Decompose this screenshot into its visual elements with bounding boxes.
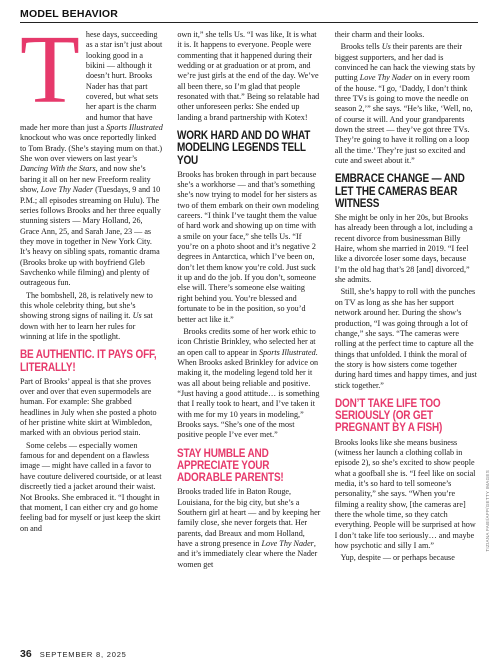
section-label: MODEL BEHAVIOR [20, 8, 119, 20]
page-footer [20, 648, 127, 660]
drop-cap: T [20, 30, 80, 124]
paragraph: Brooks looks like she means business (witness her launch a clothing collab in episode 2), so she’s excited to show people what a goofball she is. “I feel like on social media, it’s so hard to tell someone’s personality,” she says. “When you’re filming a reality show, [the cameras are] there the whole time, so they catch everything. People will be surprised at how I don’t take life too seriously… and maybe how psychotic and silly I am.” [334, 437, 476, 550]
subhead-work-hard: WORK HARD AND DO WHAT MODELING LEGENDS TELL YOU [177, 129, 311, 167]
subhead-embrace-change: EMBRACE CHANGE — AND LET THE CAMERAS BEAR WITNESS [334, 172, 465, 210]
subhead-dont-take-life: DON’T TAKE LIFE TOO SERIOUSLY (OR GET PREGNANT BY A FISH) [334, 396, 442, 435]
paragraph: Brooks traded life in Baton Rouge, Louisiana, for the big city, but she’s a Southern girl at heart — and by keeping her family close, she never forgets that. Her parents, dad Breaux and mom Holland, have a strong presence in Love Thy Nader, and it’s immediately clear where the Nader women get [177, 487, 321, 569]
paragraph: Some celebs — especially women famous for and dependent on a flawless image — might have called in a favor to have couture delivered courtside, or at least discreetly tied a jacket around their waist. Not Brooks. She embraced it. “I thought in that moment, I can either cry and go home feeling bad for myself or just keep the skirt on and [20, 440, 162, 533]
page-number: 36 [20, 648, 32, 660]
paragraph: The bombshell, 28, is relatively new to this whole celebrity thing, but she’s showing strong signs of nailing it. Us sat down with her to learn her rules for winning at life in the spotlight. [20, 290, 153, 341]
issue-date: SEPTEMBER 8, 2025 [39, 649, 127, 659]
top-rule [20, 22, 478, 23]
paragraph: Brooks tells Us their parents are their biggest supporters, and her dad is convinced he can hack the viewing stats by putting Love Thy Nader on in every room of the house. “I go, ‘Daddy, I don’t think three TVs is going to move the needle on season 2,’” she says. “He’s like, ‘Well, no, of course it will. And your grandparents down the street — they’ve got three TVs. They’re going to have it rolling on a loop all the time.’ They’re just so excited and cute and sweet about it.” [334, 42, 476, 166]
article-body [20, 30, 478, 642]
paragraph: Brooks has broken through in part because she’s a workhorse — and that’s something she’s now trying to model for her sisters as two of them embark on their own modeling careers. “I think I’ve taught them the value of hard work and showing up on time with a smile on your face,” she tells Us. “If you’re on a photo shoot and it’s negative 2 degrees in Antarctica, which I’ve been on, don’t let them know you’re cold. Just suck it up and do the job. If you don’t, someone else will. There’s someone else waiting right behind you. You’re blessed and fortunate to be in the position, so you’d better act like it.” [177, 169, 319, 324]
subhead-be-authentic: BE AUTHENTIC. IT PAYS OFF, LITERALLY! [20, 348, 157, 374]
column-2 [177, 30, 320, 642]
column-1 [20, 30, 163, 642]
paragraph: Brooks credits some of her work ethic to icon Christie Brinkley, who selected her at an open call to appear in Sports Illustrated. When Brooks asked Brinkley for advice on making it, the modeling legend told her it was all about being reliable and positive. “Just having a good attitude… is something that I really took to heart, and I’ve taken it with me for my 10 years in modeling,” Brooks says. “She’s one of the most positive people I’ve ever met.” [177, 326, 320, 440]
paragraph: their charm and their looks. [334, 30, 425, 39]
photo-credit: TIZIANA FABI/AFP/GETTY IMAGES [485, 470, 490, 552]
subhead-stay-humble: STAY HUMBLE AND APPRECIATE YOUR ADORABLE PARENTS! [177, 446, 284, 485]
paragraph: own it,” she tells Us. “I was like, It is what it is. It happens to everyone. People were commenting that it happened during their wedding or at graduation or at prom, and we’re just girls at the end of the day. We’ve all been there, so I’m glad that people resonated with that.” Being so relatable had other unforeseen perks: She ended up landing a brand partnership with Kotex! [177, 30, 320, 122]
paragraph: She might be only in her 20s, but Brooks has already been through a lot, including a recent divorce from businessman Billy Haire, whom she married in 2019. “I feel like a divorcée loser some days, because I’m the old hag that’s 28 [and] divorced,” she admits. [334, 213, 473, 285]
paragraph: Yup, despite — or perhaps because [340, 553, 455, 563]
lead-paragraph: hese days, succeeding as a star isn’t just about looking good in a bikini — although it doesn’t hurt. Brooks Nader has that part covered, but what sets her apart is the charm and humor that have made her more than just a Sports Illustrated knockout who was once reportedly linked to Tom Brady. (She’s staying mum on that.) She won over viewers on last year’s Dancing With the Stars, and now she’s baring it all on her new Freeform reality show, Love Thy Nader (Tuesdays, 9 and 10 P.M.; all episodes streaming on Hulu). The series follows Brooks and her three equally stunning sisters — Mary Holland, 26, Grace Ann, 25, and Sarah Jane, 23 — as they move in together in New York City. It’s heavy on sibling spats, romantic drama (Brooks broke up with boyfriend Gleb Savchenko while filming) and plenty of outrageous fun. [20, 30, 163, 288]
column-3 [335, 30, 478, 642]
paragraph: Still, she’s happy to roll with the punches on TV as long as she has her support network around her. During the show’s production, “I was going through a lot of change,” she says. “The cameras were rolling at the perfect time to capture all the things that unfolded. I think the moral of the story is how sisters come together during hard times and happy times, and just stick together.” [334, 287, 477, 390]
paragraph: Part of Brooks’ appeal is that she proves over and over that even supermodels are human. For example: She grabbed headlines in July when she posted a photo of her pristine white skirt at Wimbledon, marked with an obvious period stain. [20, 376, 157, 438]
